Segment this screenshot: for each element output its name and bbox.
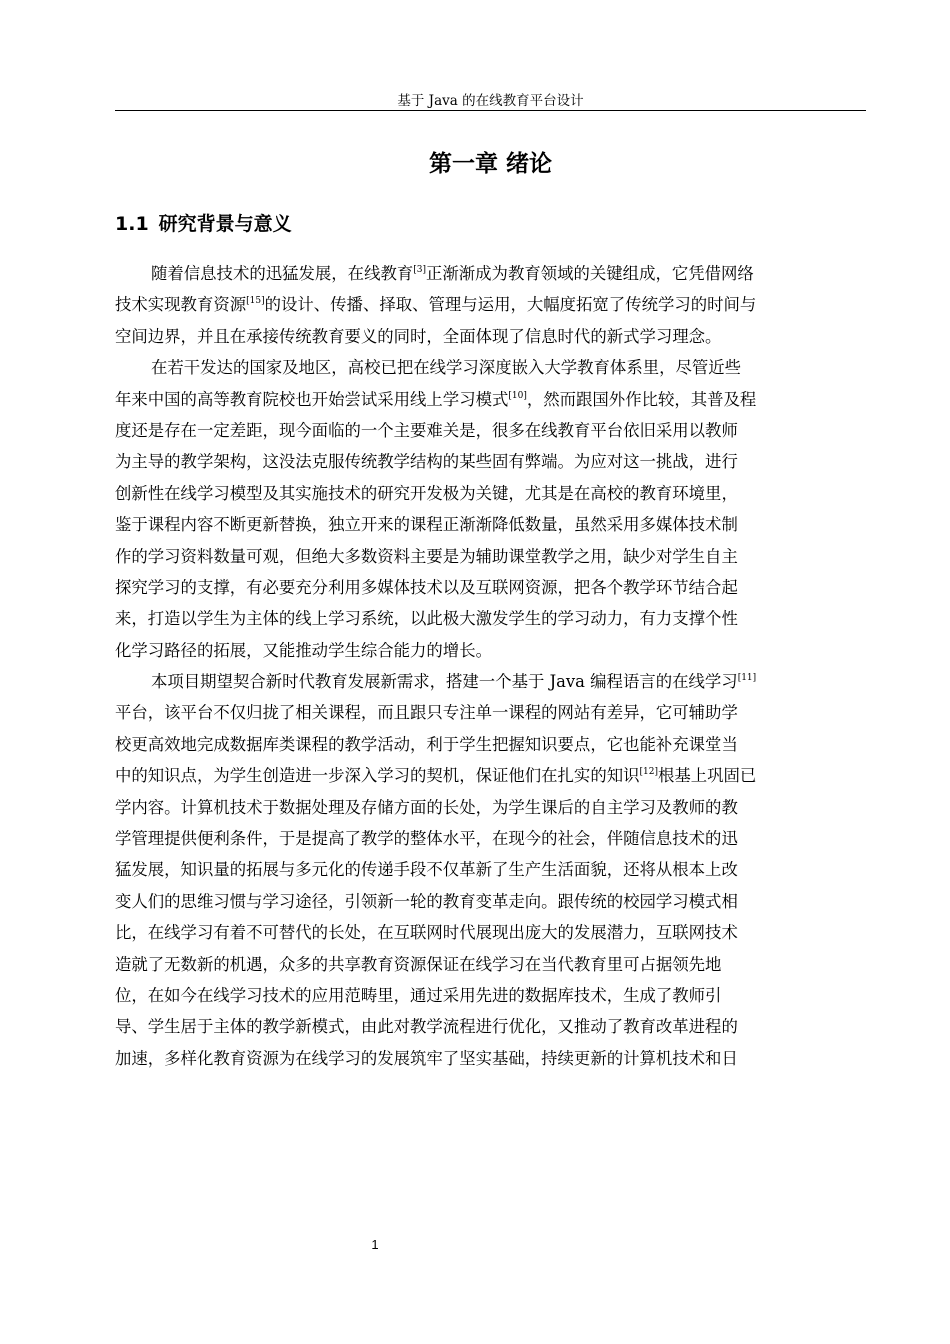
body-line bbox=[115, 352, 866, 383]
body-text-run: 加速，多样化教育资源为在线学习的发展筑牢了坚实基础，持续更新的计算机技术和日 bbox=[115, 1048, 738, 1068]
body-text-run: 根基上巩固已 bbox=[657, 766, 757, 786]
body-text-run: 在若干发达的国家及地区，高校已把在线学习深度嵌入大学教育体系里，尽管近些 bbox=[151, 358, 742, 378]
body-text-run: 导、学生居于主体的教学新模式，由此对教学流程进行优化，又推动了教育改革进程的 bbox=[115, 1017, 738, 1037]
section-number: 1.1 bbox=[115, 213, 149, 235]
body-text-run: 位，在如今在线学习技术的应用范畴里，通过采用先进的数据库技术，生成了教师引 bbox=[115, 985, 722, 1005]
body-line bbox=[115, 289, 866, 320]
body-text-run: 的设计、传播、择取、管理与运用，大幅度拓宽了传统学习的时间与 bbox=[264, 295, 757, 315]
body-line bbox=[115, 917, 866, 948]
body-text-run: 校更高效地完成数据库类课程的教学活动，利于学生把握知识要点，它也能补充课堂当 bbox=[115, 734, 738, 754]
body-text-run: 为主导的教学架构，这没法克服传统教学结构的某些固有弊端。为应对这一挑战，进行 bbox=[115, 452, 738, 472]
chapter-title: 第一章 绪论 bbox=[428, 151, 552, 177]
body-line bbox=[115, 697, 866, 728]
body-text-run: 鉴于课程内容不断更新替换，独立开来的课程正渐渐降低数量，虽然采用多媒体技术制 bbox=[115, 515, 738, 535]
body-text-run: 度还是存在一定差距，现今面临的一个主要难关是，很多在线教育平台依旧采用以教师 bbox=[115, 420, 738, 440]
body-line bbox=[115, 572, 866, 603]
section-heading bbox=[115, 208, 292, 240]
body-line bbox=[115, 854, 866, 885]
body-line bbox=[115, 478, 866, 509]
running-header: 基于 Java 的在线教育平台设计 bbox=[397, 93, 584, 109]
body-text-run: 变人们的思维习惯与学习途径，引领新一轮的教育变革走向。跟传统的校园学习模式相 bbox=[115, 891, 738, 911]
body-text-run: 本项目期望契合新时代教育发展新需求，搭建一个基于 Java 编程语言的在线学习 bbox=[151, 672, 738, 692]
citation-reference: [11] bbox=[737, 673, 757, 684]
citation-reference: [12] bbox=[639, 767, 658, 778]
body-line bbox=[115, 949, 866, 980]
body-text-run: 技术实现教育资源 bbox=[115, 295, 247, 315]
section-title: 研究背景与意义 bbox=[158, 213, 292, 235]
body-text-run: 学内容。计算机技术于数据处理及存储方面的长处，为学生课后的自主学习及教师的教 bbox=[115, 797, 738, 817]
citation-reference: [3] bbox=[413, 265, 426, 275]
body-line bbox=[115, 384, 866, 415]
body-text-run: 创新性在线学习模型及其实施技术的研究开发极为关键，尤其是在高校的教育环境里， bbox=[115, 483, 738, 503]
body-text-run: 作的学习资料数量可观，但绝大多数资料主要是为辅助课堂教学之用，缺少对学生自主 bbox=[115, 546, 738, 566]
body-line bbox=[115, 666, 866, 697]
body-line bbox=[115, 541, 866, 572]
body-text-run: 猛发展，知识量的拓展与多元化的传递手段不仅革新了生产生活面貌，还将从根本上改 bbox=[115, 860, 738, 880]
body-line bbox=[115, 729, 866, 760]
body-text-run: 造就了无数新的机遇，众多的共享教育资源保证在线学习在当代教育里可占据领先地 bbox=[115, 954, 722, 974]
body-text-run: 年来中国的高等教育院校也开始尝试采用线上学习模式 bbox=[115, 389, 509, 409]
body-line bbox=[115, 258, 866, 289]
body-text-run: 中的知识点，为学生创造进一步深入学习的契机，保证他们在扎实的知识 bbox=[115, 766, 640, 786]
body-line bbox=[115, 1011, 866, 1042]
body-text-run: 探究学习的支撑，有必要充分利用多媒体技术以及互联网资源，把各个教学环节结合起 bbox=[115, 577, 738, 597]
body-line bbox=[115, 823, 866, 854]
citation-reference: [10] bbox=[508, 390, 527, 401]
body-text-run: 学管理提供便利条件，于是提高了教学的整体水平，在现今的社会，伴随信息技术的迅 bbox=[115, 829, 738, 849]
body-line bbox=[115, 603, 866, 634]
body-text-run: 化学习路径的拓展，又能推动学生综合能力的增长。 bbox=[115, 640, 492, 660]
body-text-run: 正渐渐成为教育领域的关键组成，它凭借网络 bbox=[426, 264, 754, 283]
body-line bbox=[115, 635, 866, 666]
citation-reference: [15] bbox=[246, 296, 265, 307]
body-line bbox=[115, 509, 866, 540]
body-line bbox=[115, 321, 866, 352]
body-text-run: 比，在线学习有着不可替代的长处，在互联网时代展现出庞大的发展潜力，互联网技术 bbox=[115, 923, 738, 943]
body-line bbox=[115, 980, 866, 1011]
body-text-run: 空间边界，并且在承接传统教育要义的同时，全面体现了信息时代的新式学习理念。 bbox=[115, 326, 722, 346]
body-line bbox=[115, 446, 866, 477]
body-text-run: ，然而跟国外作比较，其普及程 bbox=[526, 389, 757, 409]
body-line bbox=[115, 886, 866, 917]
body-text-run: 来，打造以学生为主体的线上学习系统，以此极大激发学生的学习动力，有力支撑个性 bbox=[115, 609, 738, 629]
body-line bbox=[115, 760, 866, 791]
body-line bbox=[115, 415, 866, 446]
body-paragraphs bbox=[115, 258, 866, 1074]
body-line bbox=[115, 1043, 866, 1074]
body-text-run: 平台，该平台不仅归拢了相关课程，而且跟只专注单一课程的网站有差异，它可辅助学 bbox=[115, 703, 738, 723]
body-text-run: 随着信息技术的迅猛发展，在线教育 bbox=[151, 264, 414, 283]
header-divider bbox=[115, 110, 866, 111]
page-number: 1 bbox=[371, 1237, 379, 1252]
body-line bbox=[115, 792, 866, 823]
